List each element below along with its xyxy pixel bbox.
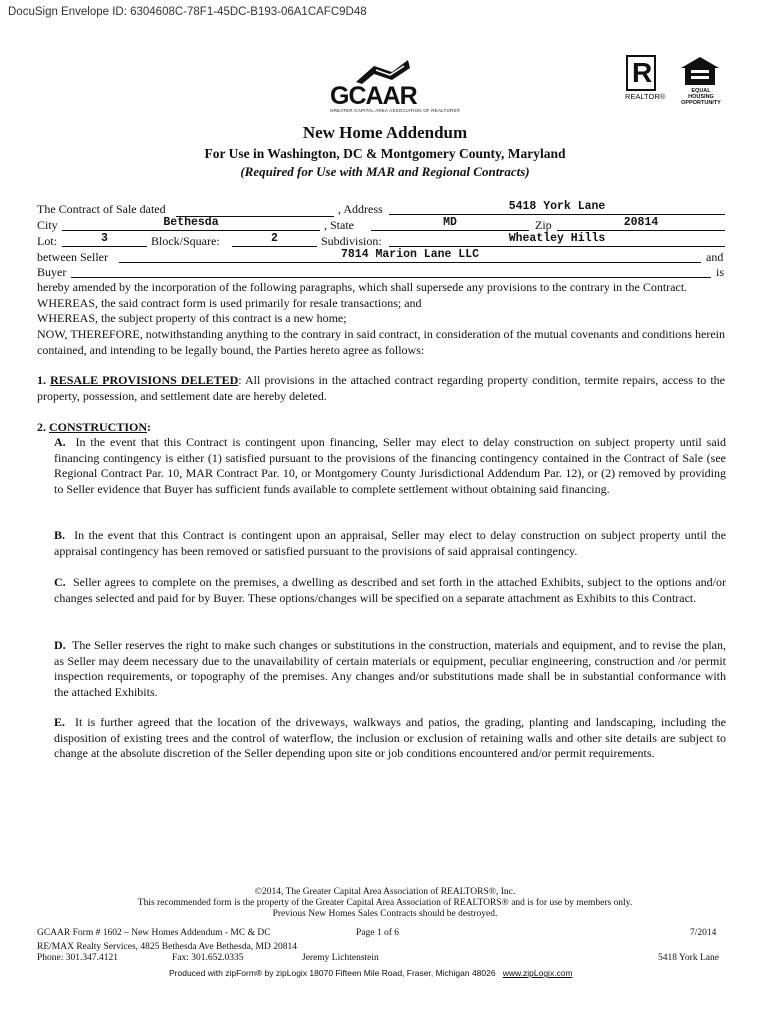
intro-amendment-text: hereby amended by the incorporation of the following paragraphs, which shall supersede any provisions to the contrary in the Contract. [37, 280, 688, 294]
equal-housing-label: EQUAL HOUSING OPPORTUNITY [681, 88, 721, 106]
subdivision-label: Subdivision: [321, 234, 382, 248]
realtor-logo-icon: R [626, 55, 656, 91]
section-resale-provisions [37, 373, 725, 404]
gcaar-logo-text: GCAAR [330, 82, 417, 110]
section-2-heading: CONSTRUCTION [49, 420, 148, 434]
contract-dated-label: The Contract of Sale dated [37, 202, 166, 216]
whereas-new-home-text: WHEREAS, the subject property of this contract is a new home; [37, 311, 347, 325]
state-label: , State [324, 218, 354, 232]
seller-field[interactable]: 7814 Marion Lane LLC [119, 248, 701, 263]
now-therefore-text: NOW, THEREFORE, notwithstanding anything to the contrary in said contract, in consideration of the mutual covenants and conditions herein contained, and intending to be legally bound, the Parties hereto agree as follows: [37, 327, 725, 357]
docusign-envelope-id: DocuSign Envelope ID: 6304608C-78F1-45DC-B193-06A1CAFC9D48 [8, 6, 367, 18]
seller-label: between Seller [37, 250, 108, 264]
agent-name: Jeremy Lichtenstein [302, 953, 379, 963]
and-label: and [706, 250, 724, 264]
section-construction-heading: 2. CONSTRUCTION: [37, 420, 152, 434]
address-field[interactable]: 5418 York Lane [389, 200, 725, 215]
gcaar-logo [330, 58, 461, 113]
gcaar-tagline: GREATER CAPITAL AREA ASSOCIATION OF REALTORS® [330, 108, 461, 113]
equal-housing-icon [680, 56, 720, 86]
buyer-label: Buyer [37, 265, 67, 279]
contract-date-field[interactable] [176, 202, 334, 217]
construction-paragraph-d: D. The Seller reserves the right to make such changes or substitutions in the construction, materials and equipment, and to revise the plan, as Seller may deem necessary due to the unavailability of certain materials or equipment, peculiar engineering, construction and /or permit inspection requirements, or topography of the premises. Any changes and/or substitutions made shall be in substantial conformance with the attached Exhibits. [54, 638, 726, 699]
lot-label: Lot: [37, 234, 57, 248]
construction-paragraph-e: E. It is further agreed that the location of the driveways, walkways and patios, the grading, planting and landscaping, including the disposition of existing trees and the control of waterflow, the inclusion or exclusion of retaining walls and other site details are subject to change at the absolute discretion of the Seller depending upon site or job conditions encountered and/or permit requirements. [54, 715, 726, 761]
address-label: , Address [338, 202, 383, 216]
state-field[interactable]: MD [371, 216, 529, 231]
section-1-heading: RESALE PROVISIONS DELETED [50, 373, 239, 387]
construction-paragraph-b: B. In the event that this Contract is contingent upon an appraisal, Seller may elect to delay construction on subject property until the appraisal contingency has been removed or satisfied pursuant to the provisions of said appraisal contingency. [54, 528, 726, 558]
brokerage-address: RE/MAX Realty Services, 4825 Bethesda Ave Bethesda, MD 20814 [37, 942, 297, 952]
city-field[interactable]: Bethesda [62, 216, 320, 231]
lot-field[interactable]: 3 [62, 232, 147, 247]
produced-by-line [169, 968, 573, 979]
document-subtitle-required: (Required for Use with MAR and Regional Contracts) [240, 164, 530, 179]
ziplogix-link[interactable]: www.zipLogix.com [502, 968, 573, 978]
flag-roof-icon [352, 58, 412, 84]
brokerage-phone: Phone: 301.347.4121 [37, 953, 119, 963]
city-label: City [37, 218, 58, 232]
subdivision-field[interactable]: Wheatley Hills [389, 232, 725, 247]
brokerage-fax: Fax: 301.652.0335 [172, 953, 244, 963]
is-label: is [716, 265, 725, 279]
destroy-previous-notice: Previous New Homes Sales Contracts should be destroyed. [272, 909, 498, 919]
property-reference: 5418 York Lane [658, 953, 719, 963]
section-1-number: 1. [37, 373, 46, 387]
buyer-field[interactable] [71, 263, 711, 278]
construction-paragraph-a: A. In the event that this Contract is contingent upon financing, Seller may elect to delay construction on subject property until said financing contingency is either (1) satisfied pursuant to the provisions of the financing contingency contained in the Contract of Sale (see Regional Contract Par. 10, MAR Contract Par. 10, or Montgomery County Jurisdictional Addendum Par. 12), or (2) removed by providing to Seller evidence that Buyer has sufficient funds available to complete settlement without obtaining said financing. [54, 435, 727, 496]
form-date: 7/2014 [690, 928, 717, 938]
section-2-number: 2. [37, 420, 46, 434]
section-1-text: : All provisions in the attached contract regarding property condition, termite repairs, access to the property, possession, and settlement date are hereby deleted. [37, 373, 726, 403]
construction-paragraph-c: C. Seller agrees to complete on the premises, a dwelling as described and set forth in the attached Exhibits, subject to the options and/or changes selected and paid for by Buyer. These options/changes will be specified on a separate attachment as Exhibits to this Contract. [54, 575, 726, 605]
zipform-credit: Produced with zipForm® by zipLogix 18070 Fifteen Mile Road, Fraser, Michigan 48026 [169, 968, 496, 978]
block-field[interactable]: 2 [232, 232, 317, 247]
whereas-resale-text: WHEREAS, the said contract form is used primarily for resale transactions; and [37, 296, 422, 310]
form-number: GCAAR Form # 1602 – New Homes Addendum - MC & DC [37, 928, 271, 938]
zip-label: Zip [535, 218, 552, 232]
block-label: Block/Square: [151, 234, 220, 248]
copyright-notice: ©2014, The Greater Capital Area Association of REALTORS®, Inc. [254, 887, 516, 897]
document-subtitle: For Use in Washington, DC & Montgomery County, Maryland [204, 146, 566, 161]
realtor-label: REALTOR® [625, 92, 666, 101]
page-number: Page 1 of 6 [356, 928, 400, 938]
document-title: New Home Addendum [302, 123, 468, 142]
zip-field[interactable]: 20814 [557, 216, 725, 231]
recommended-form-notice: This recommended form is the property of the Greater Capital Area Association of REALTORS® and is for use by members only. [137, 898, 633, 908]
